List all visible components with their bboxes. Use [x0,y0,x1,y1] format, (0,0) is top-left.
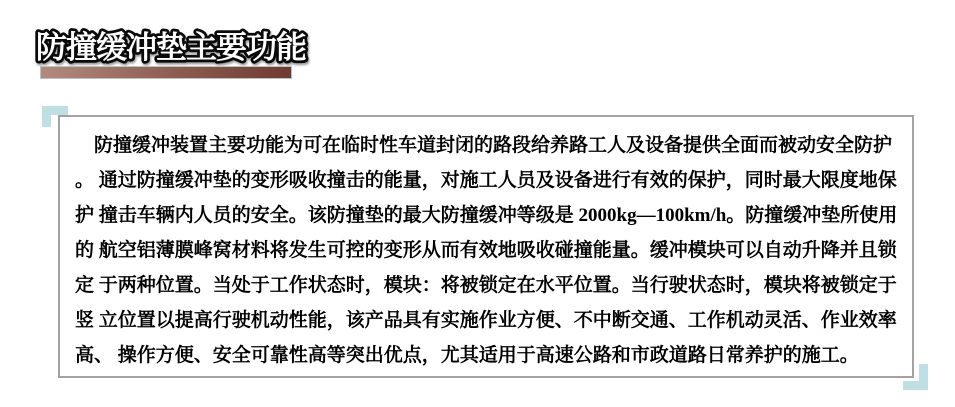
body-line-5: 定 于两种位置。当处于工作状态时，模块：将被锁定在水平位置。当行驶状态时，模块将被锁定于 [75,275,897,296]
corner-bracket-vertical-arm [919,364,928,390]
body-line-6: 竖 立位置以提高行驶机动性能，该产品具有实施作业方便、不中断交通、工作机动灵活、作业效率 [75,310,897,331]
body-line-2: 。 通过防撞缓冲垫的变形吸收撞击的能量，对施工人员及设备进行有效的保护，同时最大限度地保 [75,170,897,191]
title-underline-bar [40,66,292,79]
body-line-3: 护 撞击车辆内人员的安全。该防撞垫的最大防撞缓冲等级是 2000kg—100km/h。防撞缓冲垫所使用 [75,205,898,226]
body-line-4: 的 航空铝薄膜峰窝材料将发生可控的变形从而有效地吸收碰撞能量。缓冲模块可以自动升降并且锁 [75,240,897,261]
body-text-box [58,115,914,378]
slide-title: 防撞缓冲垫主要功能 [36,30,306,66]
body-line-7: 高、 操作方便、安全可靠性高等突出优点，尤其适用于高速公路和市政道路日常养护的施工。 [75,345,859,366]
corner-bracket-bottom-right-icon [903,364,928,390]
body-line-1: 防撞缓冲装置主要功能为可在临时性车道封闭的路段给养路工人及设备提供全面而被动安全防护 [75,135,893,156]
corner-bracket-vertical-arm [42,106,51,127]
